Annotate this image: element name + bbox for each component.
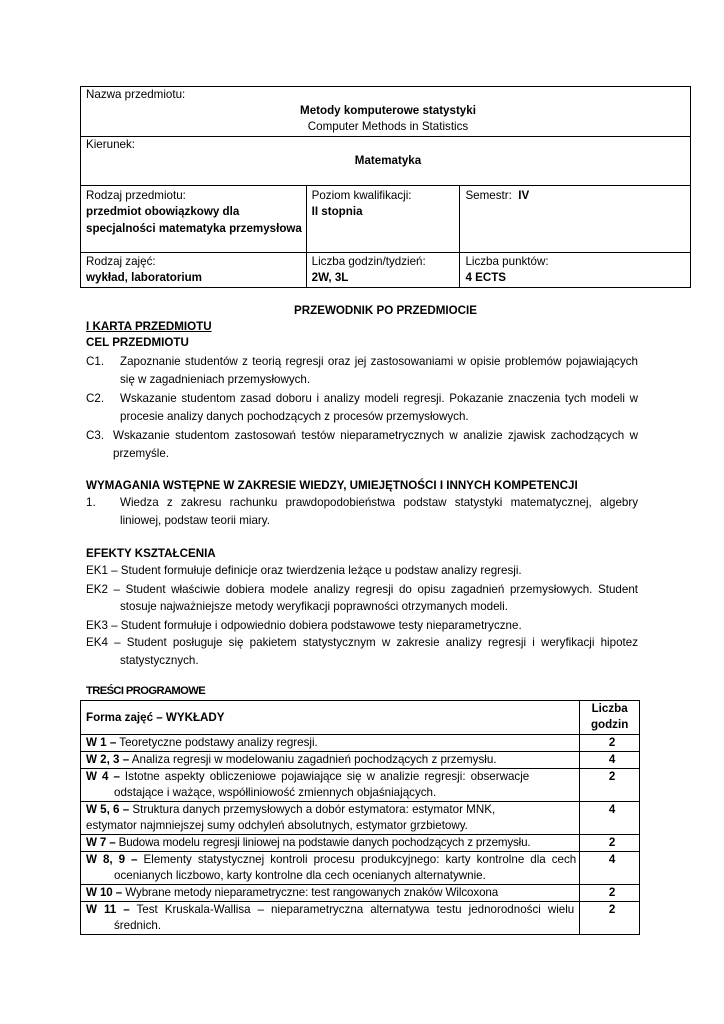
direction-label: Kierunek: [86,138,135,151]
lectures-table [80,700,640,935]
goal-item [86,390,638,425]
requirements-title: WYMAGANIA WSTĘPNE W ZAKRESIE WIEDZY, UMIEJĘTNOŚCI I INNYCH KOMPETENCJI [86,479,578,492]
direction-cell [81,137,691,186]
effect-item: EK1 – Student formułuje definicje oraz twierdzenia leżące u podstaw analizy regresji. [86,564,522,577]
course-info-table [80,86,691,288]
lecture-text: Wybrane metody nieparametryczne: test rangowanych znaków Wilcoxona [125,886,499,899]
points-cell [460,253,691,288]
goal-item [86,427,638,462]
goal-item [86,353,638,388]
lecture-hours: 2 [580,902,640,935]
hours-value: 2W, 3L [311,271,349,284]
subject-name-en: Computer Methods in Statistics [307,120,469,133]
type-value: przedmiot obowiązkowy dla specjalności matematyka przemysłowa [86,205,302,235]
lecture-code: W 8, 9 – [86,853,138,866]
type-cell [81,186,307,253]
effect-item: EK3 – Student formułuje i odpowiednio dobiera podstawowe testy nieparametryczne. [86,618,522,632]
table-row [81,735,640,752]
points-label: Liczba punktów: [465,255,549,268]
lecture-text: Analiza regresji w modelowaniu zagadnień pochodzących z przemysłu. [131,753,497,766]
direction-value: Matematyka [354,154,422,167]
goal-text: Zapoznanie studentów z teorią regresji oraz jej zastosowaniami w opisie problemów pojawiających się w zagadnieniach przemysłowych. [120,355,638,386]
lecture-hours: 4 [580,802,640,835]
lectures-header-hours: Liczba godzin [580,701,640,735]
level-value: II stopnia [311,205,363,218]
goal-title: CEL PRZEDMIOTU [86,336,189,349]
effect-item: EK2 – Student właściwie dobiera modele analizy regresji do opisu zagadnień przemysłowych. Student stosuje najważniejsze metody weryfikacji poprawności otrzymanych modeli. [86,582,638,613]
lecture-text: Teoretyczne podstawy analizy regresji. [119,736,318,749]
lecture-hours: 2 [580,769,640,802]
classes-value: wykład, laboratorium [86,271,202,284]
lecture-text: Istotne aspekty obliczeniowe pojawiające się w analizie regresji: obserwacje odstające i ważące, współliniowość zmiennych objaśniających. [114,770,530,799]
content-title: TREŚCI PROGRAMOWE [86,685,206,697]
card-title: I KARTA PRZEDMIOTU [86,320,212,333]
effects-title: EFEKTY KSZTAŁCENIA [86,547,216,560]
requirement-code: 1. [86,496,96,509]
requirement-item [86,494,638,529]
lecture-code: W 4 – [86,770,120,783]
table-row [81,902,640,935]
points-value: 4 ECTS [465,271,507,284]
guide-title: PRZEWODNIK PO PRZEDMIOCIE [294,304,477,317]
classes-label: Rodzaj zajęć: [86,255,156,268]
lecture-code: W 2, 3 – [86,753,130,766]
hours-cell [306,253,460,288]
level-cell [306,186,460,253]
goal-text: Wskazanie studentom zasad doboru i analizy modeli regresji. Pokazanie znaczenia tych modeli w procesie analizy danych pochodzących z procesów przemysłowych. [120,392,638,423]
goal-text: Wskazanie studentom zastosowań testów nieparametrycznych w analizie zjawisk zachodzących w przemyśle. [113,429,638,460]
syllabus-body [86,319,638,669]
lecture-text: Budowa modelu regresji liniowej na podstawie danych pochodzących z przemysłu. [118,836,531,849]
hours-label: Liczba godzin/tydzień: [311,255,426,268]
table-row [81,835,640,852]
table-row [81,769,640,802]
lecture-text: Struktura danych przemysłowych a dobór estymatora: estymator MNK, estymator najmniejszej sumy odchyleń absolutnych, estymator grzbietowy. [86,803,496,832]
table-row [81,885,640,902]
semester-value: IV [518,189,530,202]
level-label: Poziom kwalifikacji: [311,189,412,202]
lecture-code: W 10 – [86,886,123,899]
lectures-header-row [81,701,640,735]
lecture-hours: 4 [580,752,640,769]
lecture-code: W 7 – [86,836,116,849]
subject-cell [81,87,691,137]
table-row [81,802,640,835]
lecture-text: Elementy statystycznej kontroli procesu produkcyjnego: karty kontrolne dla cech ocenianych liczbowo, karty kontrolne dla cech ocenianych alternatywnie. [114,853,577,882]
lecture-code: W 5, 6 – [86,803,130,816]
lecture-text: Test Kruskala-Wallisa – nieparametryczna alternatywa testu jednorodności wielu średnich. [114,903,575,932]
goal-code: C3. [86,429,105,442]
subject-name-pl: Metody komputerowe statystyki [300,104,476,117]
goal-code: C2. [86,392,105,405]
subject-label: Nazwa przedmiotu: [86,88,186,101]
lecture-hours: 2 [580,835,640,852]
type-label: Rodzaj przedmiotu: [86,189,186,202]
classes-cell [81,253,307,288]
requirement-text: Wiedza z zakresu rachunku prawdopodobieństwa podstaw statystyki matematycznej, algebry liniowej, podstaw teorii miary. [120,496,638,527]
semester-label: Semestr: [465,189,512,202]
effect-item: EK4 – Student posługuje się pakietem statystycznym w zakresie analizy regresji i weryfikacji hipotez statystycznych. [86,636,638,667]
lecture-hours: 2 [580,735,640,752]
semester-cell [460,186,691,253]
goal-code: C1. [86,355,105,368]
lecture-code: W 1 – [86,736,117,749]
lecture-hours: 4 [580,852,640,885]
table-row [81,752,640,769]
lecture-hours: 2 [580,885,640,902]
lectures-header-form: Forma zajęć – WYKŁADY [81,701,580,735]
lecture-code: W 11 – [86,903,130,916]
table-row [81,852,640,885]
